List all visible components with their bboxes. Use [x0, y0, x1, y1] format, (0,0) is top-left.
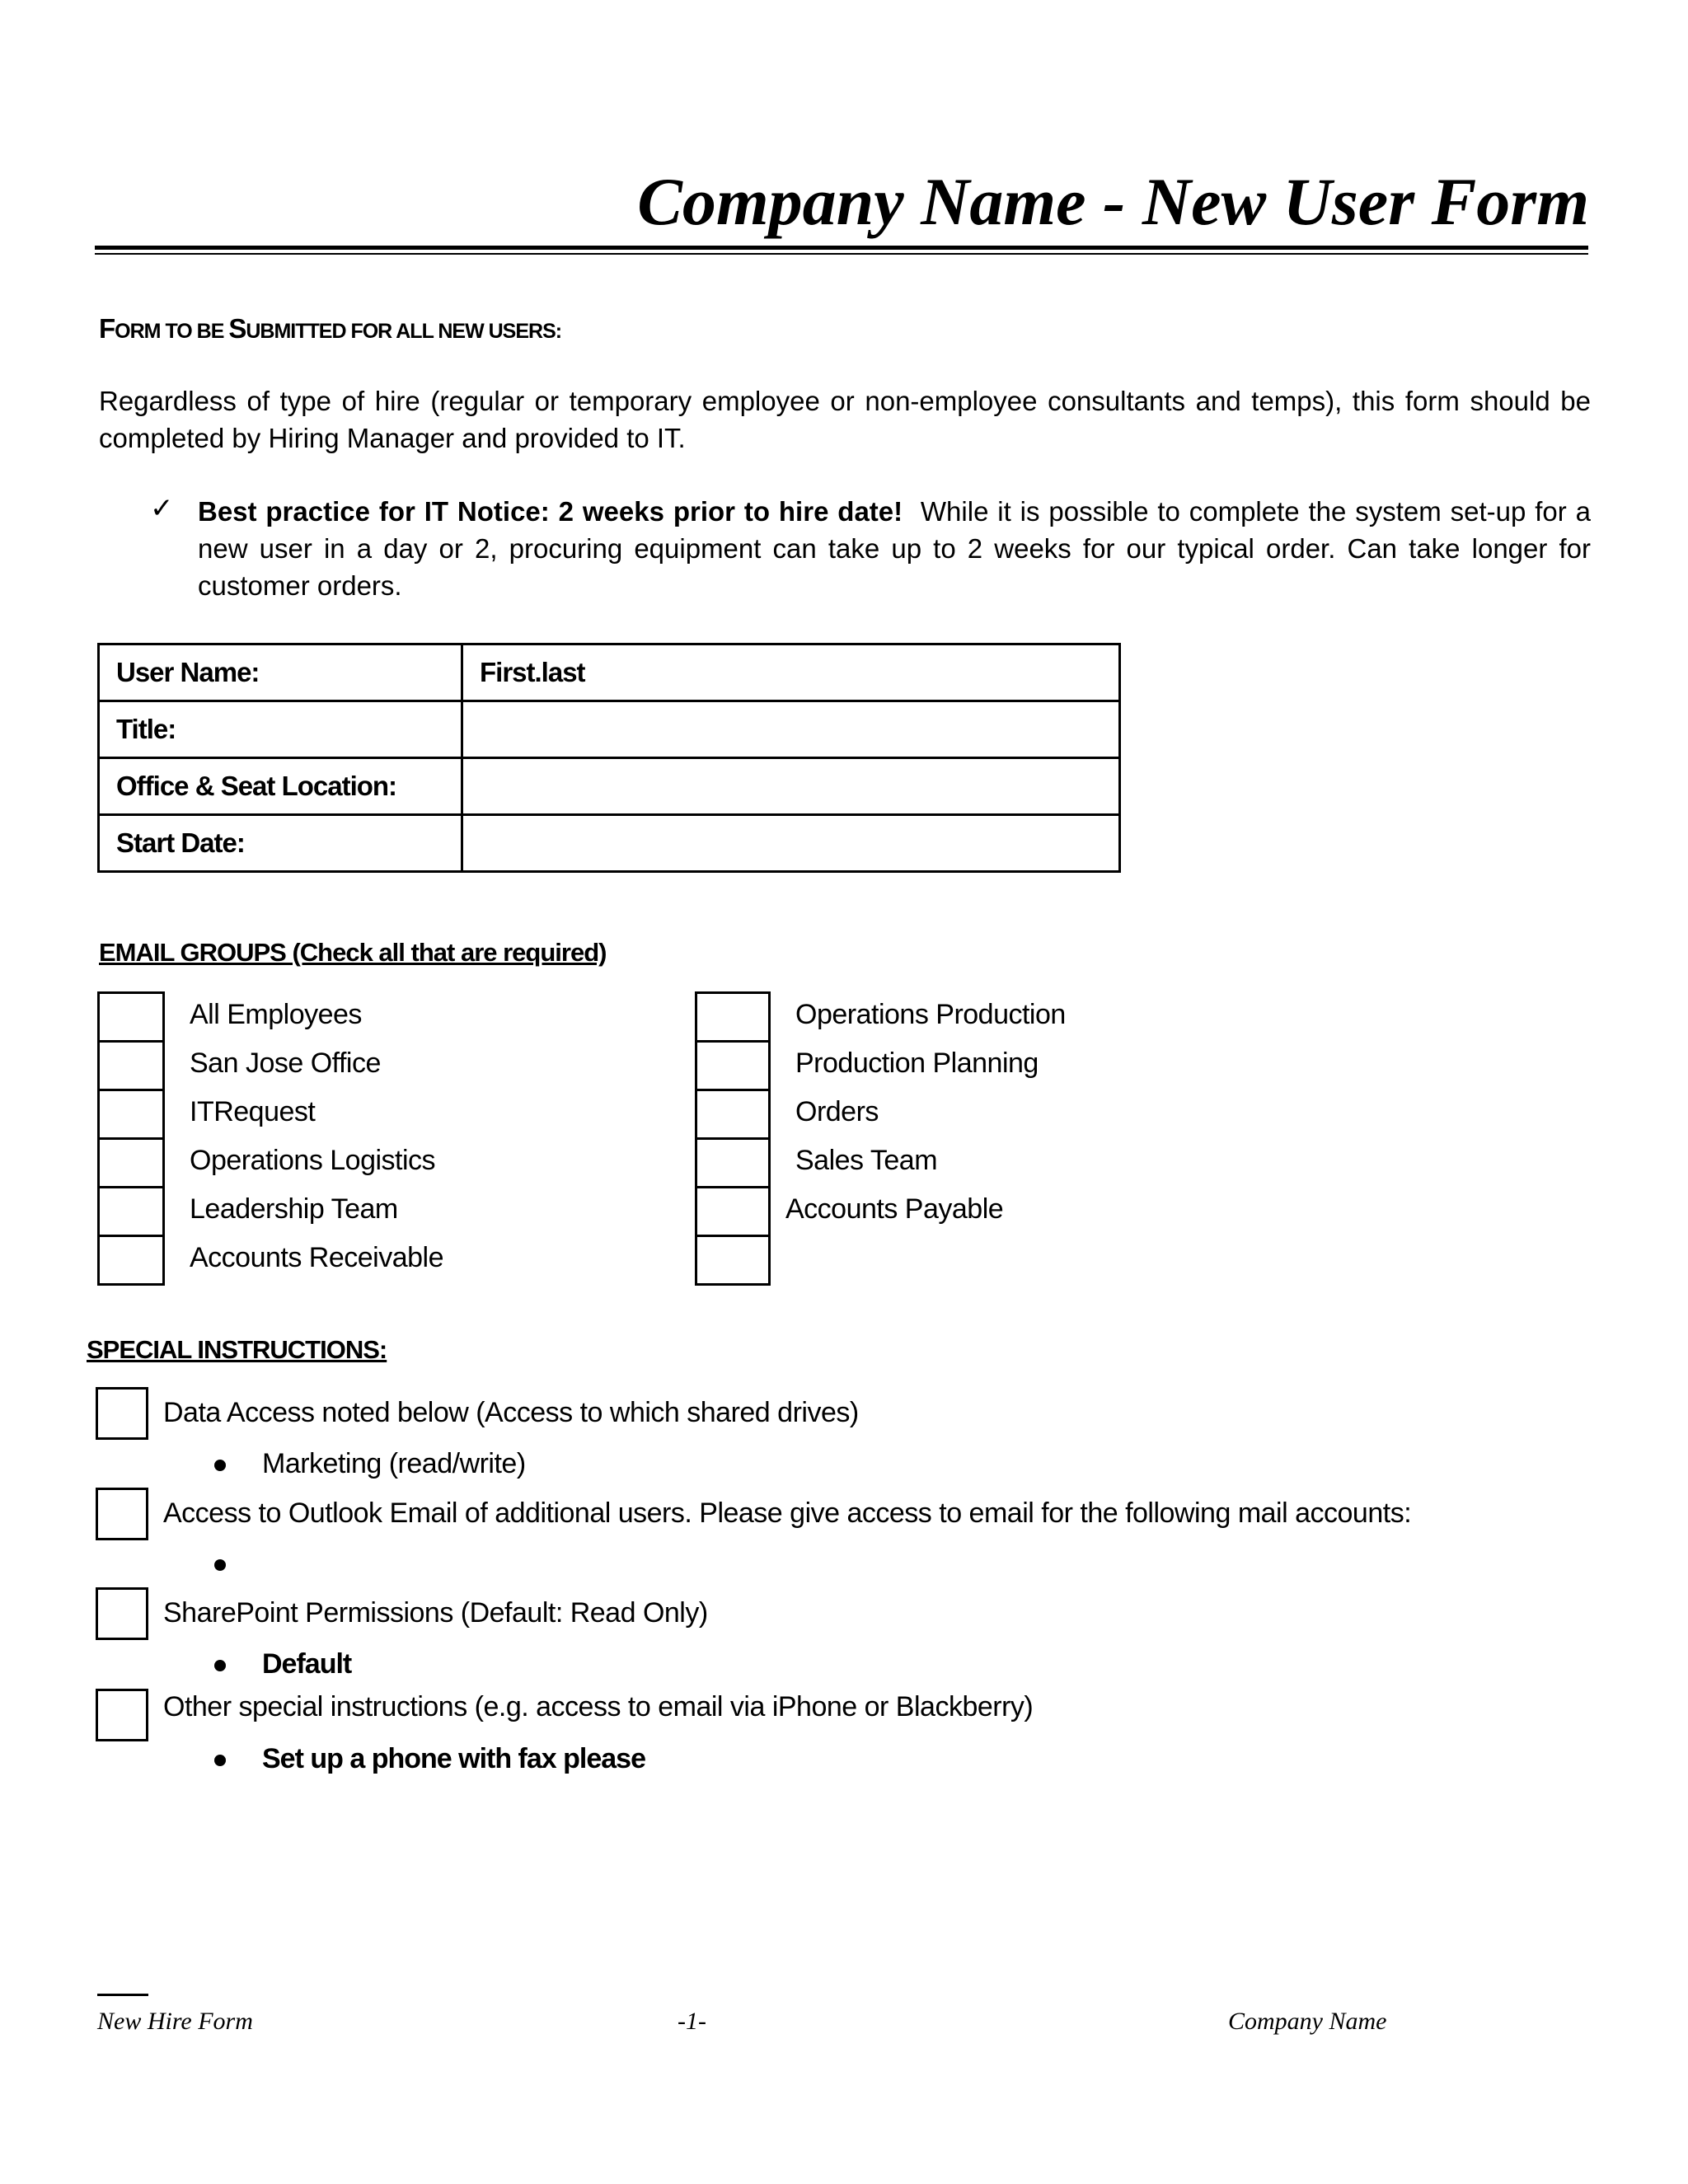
checkbox-itrequest[interactable]	[97, 1089, 165, 1140]
special-instructions-heading: SPECIAL INSTRUCTIONS:	[87, 1335, 387, 1364]
office-seat-label: Office & Seat Location:	[99, 758, 462, 815]
checkbox-accounts-receivable[interactable]	[97, 1235, 165, 1286]
user-name-label: User Name:	[99, 644, 462, 701]
checkbox-operations-logistics[interactable]	[97, 1137, 165, 1188]
table-row	[99, 815, 1120, 872]
checkbox-data-access[interactable]	[96, 1387, 148, 1440]
special-instruction-label: Access to Outlook Email of additional users. Please give access to email for the following mail accounts:	[163, 1497, 1412, 1529]
best-practice-text: While it is possible to complete the system set-up for a new user in a day or 2, procuring equipment can take up to 2 weeks for our typical order. Can take longer for customer orders.	[198, 496, 1591, 601]
checkmark-icon: ✓	[150, 492, 174, 525]
email-group-label: Operations Production	[795, 999, 1066, 1030]
email-group-label: All Employees	[190, 999, 362, 1030]
intro-paragraph: Regardless of type of hire (regular or temporary employee or non-employee consultants and temps), this form should be completed by Hiring Manager and provided to IT.	[99, 386, 1591, 453]
bullet-icon	[214, 1460, 226, 1471]
office-seat-value[interactable]	[462, 758, 1120, 815]
special-instruction-detail: Set up a phone with fax please	[262, 1743, 645, 1774]
footer-right: Company Name	[1228, 2008, 1387, 2035]
checkbox-operations-production[interactable]	[695, 991, 771, 1043]
footer-rule	[97, 1994, 148, 1996]
table-row	[99, 644, 1120, 701]
title-rule-thick	[95, 246, 1588, 250]
email-group-label: San Jose Office	[190, 1047, 381, 1079]
start-date-value[interactable]	[462, 815, 1120, 872]
checkbox-other-instructions[interactable]	[96, 1689, 148, 1741]
email-group-label: Orders	[795, 1096, 879, 1127]
special-instruction-label: SharePoint Permissions (Default: Read Only)	[163, 1597, 708, 1629]
checkbox-outlook-access[interactable]	[96, 1488, 148, 1540]
special-instruction-detail: Default	[262, 1648, 352, 1680]
special-instruction-label: Data Access noted below (Access to which shared drives)	[163, 1397, 859, 1428]
email-groups-heading: EMAIL GROUPS (Check all that are required)	[99, 938, 607, 967]
title-rule-thin	[95, 253, 1588, 255]
footer-left: New Hire Form	[97, 2008, 253, 2035]
checkbox-orders[interactable]	[695, 1089, 771, 1140]
email-group-label: Sales Team	[795, 1145, 938, 1176]
checkbox-empty[interactable]	[695, 1235, 771, 1286]
start-date-label: Start Date:	[99, 815, 462, 872]
checkbox-production-planning[interactable]	[695, 1040, 771, 1091]
best-practice-note	[198, 493, 1591, 604]
email-group-label: Accounts Payable	[785, 1193, 1004, 1225]
checkbox-accounts-payable[interactable]	[695, 1186, 771, 1237]
submission-heading: FORM TO BE SUBMITTED FOR ALL NEW USERS:	[99, 313, 562, 344]
checkbox-all-employees[interactable]	[97, 991, 165, 1043]
user-name-value[interactable]: First.last	[462, 644, 1120, 701]
email-group-label: ITRequest	[190, 1096, 316, 1127]
best-practice-lead: Best practice for IT Notice: 2 weeks prior to hire date!	[198, 496, 903, 527]
form-title: Company Name - New User Form	[637, 164, 1589, 239]
email-group-label: Accounts Receivable	[190, 1242, 444, 1273]
email-group-label: Production Planning	[795, 1047, 1039, 1079]
title-label: Title:	[99, 701, 462, 758]
table-row	[99, 701, 1120, 758]
special-instruction-label: Other special instructions (e.g. access to email via iPhone or Blackberry)	[163, 1691, 1034, 1722]
table-row	[99, 758, 1120, 815]
user-info-table	[97, 643, 1121, 873]
special-instruction-detail: Marketing (read/write)	[262, 1448, 526, 1479]
checkbox-san-jose-office[interactable]	[97, 1040, 165, 1091]
checkbox-sharepoint-permissions[interactable]	[96, 1587, 148, 1640]
bullet-icon	[214, 1660, 226, 1671]
title-value[interactable]	[462, 701, 1120, 758]
bullet-icon	[214, 1755, 226, 1766]
checkbox-leadership-team[interactable]	[97, 1186, 165, 1237]
page-number: -1-	[678, 2008, 706, 2035]
email-group-label: Operations Logistics	[190, 1145, 436, 1176]
checkbox-sales-team[interactable]	[695, 1137, 771, 1188]
bullet-icon	[214, 1559, 226, 1571]
email-group-label: Leadership Team	[190, 1193, 398, 1225]
